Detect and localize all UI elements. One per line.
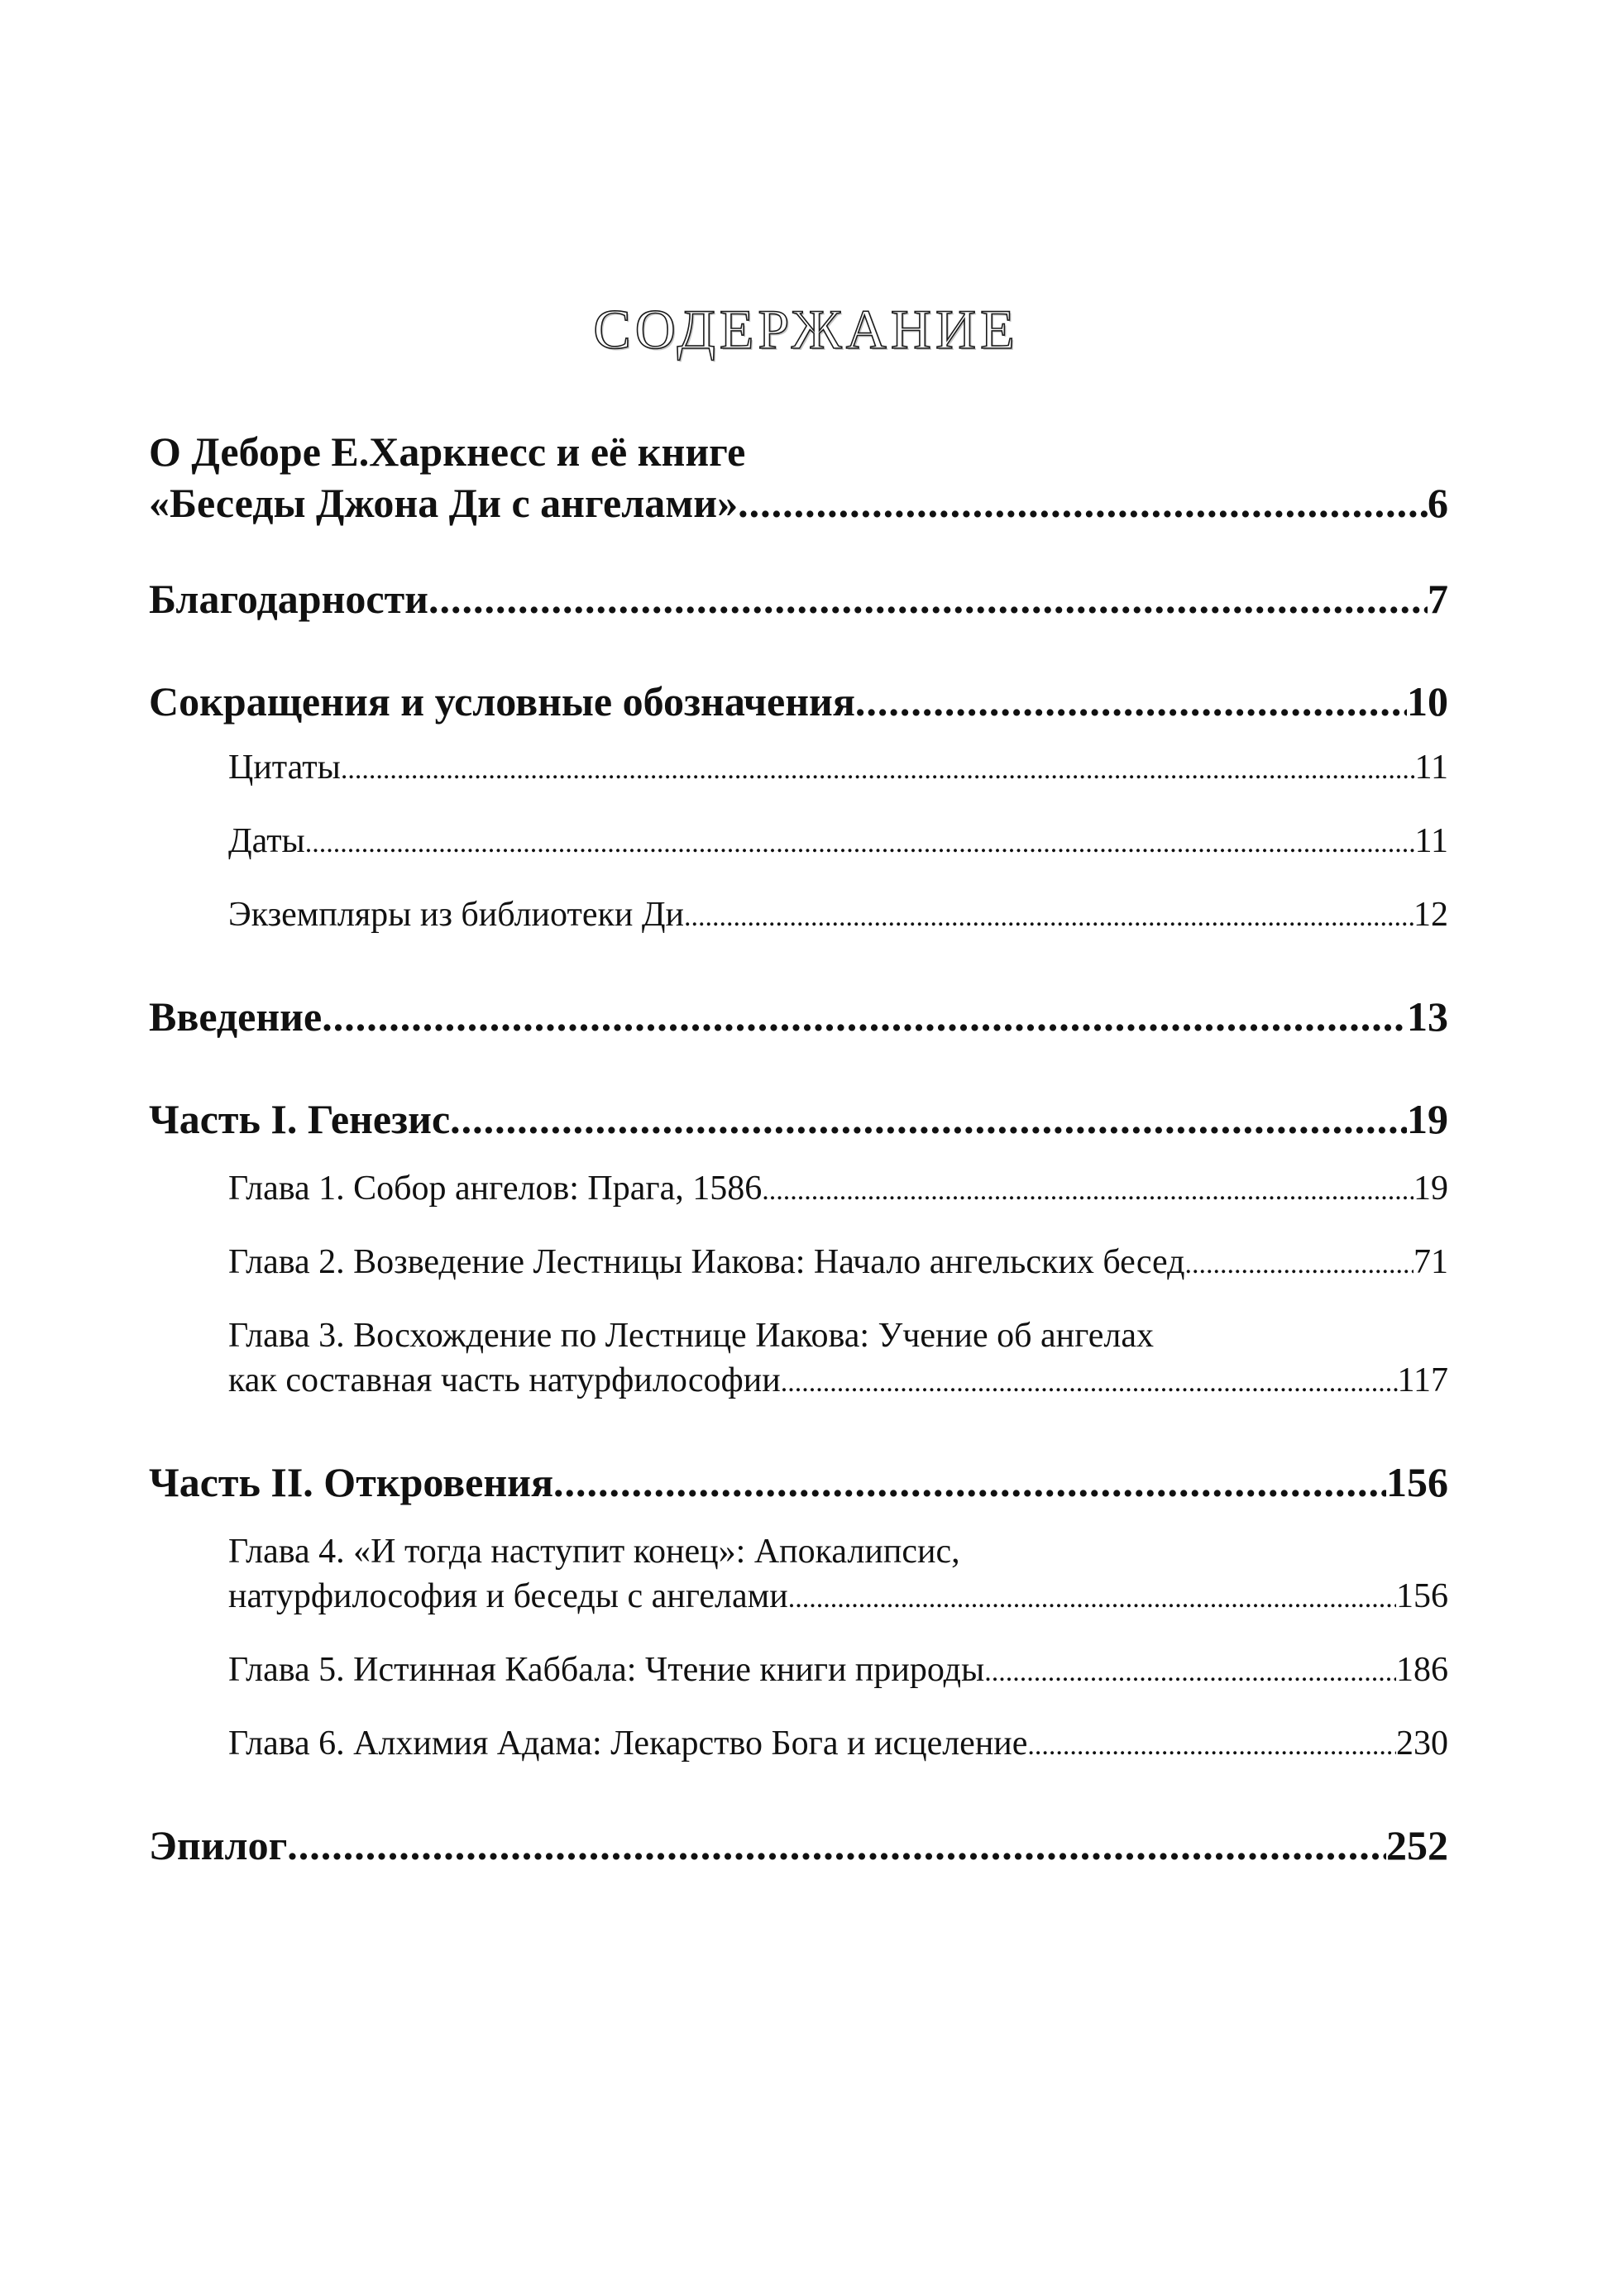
toc-entry-title: Благодарности xyxy=(149,576,428,622)
dot-leader xyxy=(287,1820,1386,1871)
dot-leader xyxy=(984,1650,1396,1695)
toc-entry-page: 10 xyxy=(1407,678,1448,725)
toc-entry-abbreviations[interactable] xyxy=(149,676,1448,727)
toc-entry-page: 12 xyxy=(1413,896,1448,934)
toc-entry-page: 186 xyxy=(1396,1651,1448,1689)
dot-leader xyxy=(341,748,1415,792)
dot-leader xyxy=(428,573,1428,624)
toc-entry-title-line1: О Деборе Е.Харкнесс и её книге xyxy=(149,428,746,475)
page-title: СОДЕРЖАНИЕ xyxy=(593,297,1019,361)
toc-entry-title-line1: Глава 4. «И тогда наступит конец»: Апокалипсис, xyxy=(228,1533,960,1571)
dot-leader xyxy=(738,477,1428,529)
toc-entry-page: 19 xyxy=(1413,1170,1448,1208)
dot-leader xyxy=(855,676,1407,727)
dot-leader xyxy=(762,1169,1413,1213)
toc-entry-title: Цитаты xyxy=(228,749,341,787)
toc-entry-title: «Беседы Джона Ди с ангелами» xyxy=(149,480,739,526)
toc-entry-title: Даты xyxy=(228,822,305,860)
toc-entry-page: 156 xyxy=(1396,1577,1448,1615)
toc-subentry-dates[interactable] xyxy=(149,819,1448,866)
toc-entry-page: 156 xyxy=(1386,1459,1448,1505)
toc-subentry-chapter-6[interactable] xyxy=(149,1721,1448,1768)
toc-entry-page: 6 xyxy=(1428,480,1448,526)
dot-leader xyxy=(788,1576,1396,1621)
toc-entry-title: Экземпляры из библиотеки Ди xyxy=(228,896,684,934)
toc-entry-page: 13 xyxy=(1407,993,1448,1040)
toc-entry-page: 252 xyxy=(1386,1822,1448,1868)
dot-leader xyxy=(781,1361,1398,1405)
toc-subentry-chapter-5[interactable] xyxy=(149,1648,1448,1695)
toc-entry-title: Сокращения и условные обозначения xyxy=(149,678,855,725)
toc-entry-introduction[interactable] xyxy=(149,991,1448,1042)
toc-subentry-chapter-4[interactable] xyxy=(149,1529,1448,1621)
dot-leader xyxy=(450,1093,1407,1145)
toc-entry-title: Эпилог xyxy=(149,1822,288,1868)
toc-entry-part-2[interactable] xyxy=(149,1457,1448,1508)
toc-entry-page: 11 xyxy=(1414,749,1448,787)
dot-leader xyxy=(1184,1242,1413,1287)
dot-leader xyxy=(305,821,1415,866)
toc-entry-title-line1: Глава 3. Восхождение по Лестнице Иакова: Учение об ангелах xyxy=(228,1317,1155,1355)
toc-entry-part-1[interactable] xyxy=(149,1093,1448,1145)
toc-entry-page: 7 xyxy=(1428,576,1448,622)
dot-leader xyxy=(553,1457,1386,1508)
toc-entry-title: натурфилософия и беседы с ангелами xyxy=(228,1577,788,1615)
toc-entry-page: 11 xyxy=(1414,822,1448,860)
toc-entry-page: 230 xyxy=(1396,1724,1448,1763)
toc-entry-title: Глава 1. Собор ангелов: Прага, 1586 xyxy=(228,1170,763,1208)
toc-entry-title: Введение xyxy=(149,993,323,1040)
toc-entry-title: Глава 6. Алхимия Адама: Лекарство Бога и исцеление xyxy=(228,1724,1028,1763)
toc-entry-epilogue[interactable] xyxy=(149,1820,1448,1871)
toc-entry-title: Глава 2. Возведение Лестницы Иакова: Начало ангельских бесед xyxy=(228,1243,1185,1281)
toc-subentry-chapter-3[interactable] xyxy=(149,1313,1448,1405)
toc-entry-acknowledgements[interactable] xyxy=(149,573,1448,624)
toc-subentry-chapter-2[interactable] xyxy=(149,1240,1448,1287)
toc-subentry-chapter-1[interactable] xyxy=(149,1166,1448,1213)
dot-leader xyxy=(684,895,1413,940)
toc-entry-title: Глава 5. Истинная Каббала: Чтение книги природы xyxy=(228,1651,985,1689)
dot-leader xyxy=(322,991,1407,1042)
toc-entry-harkness[interactable] xyxy=(149,426,1448,529)
toc-entry-title: как составная часть натурфилософии xyxy=(228,1361,781,1399)
toc-entry-page: 117 xyxy=(1397,1361,1448,1399)
toc-entry-page: 71 xyxy=(1413,1243,1448,1281)
dot-leader xyxy=(1027,1724,1396,1768)
toc-subentry-dee-library[interactable] xyxy=(149,892,1448,940)
toc-entry-title: Часть I. Генезис xyxy=(149,1096,451,1142)
toc-subentry-quotes[interactable] xyxy=(149,745,1448,792)
table-of-contents xyxy=(149,426,1448,1871)
toc-entry-title: Часть II. Откровения xyxy=(149,1459,553,1505)
toc-entry-page: 19 xyxy=(1407,1096,1448,1142)
